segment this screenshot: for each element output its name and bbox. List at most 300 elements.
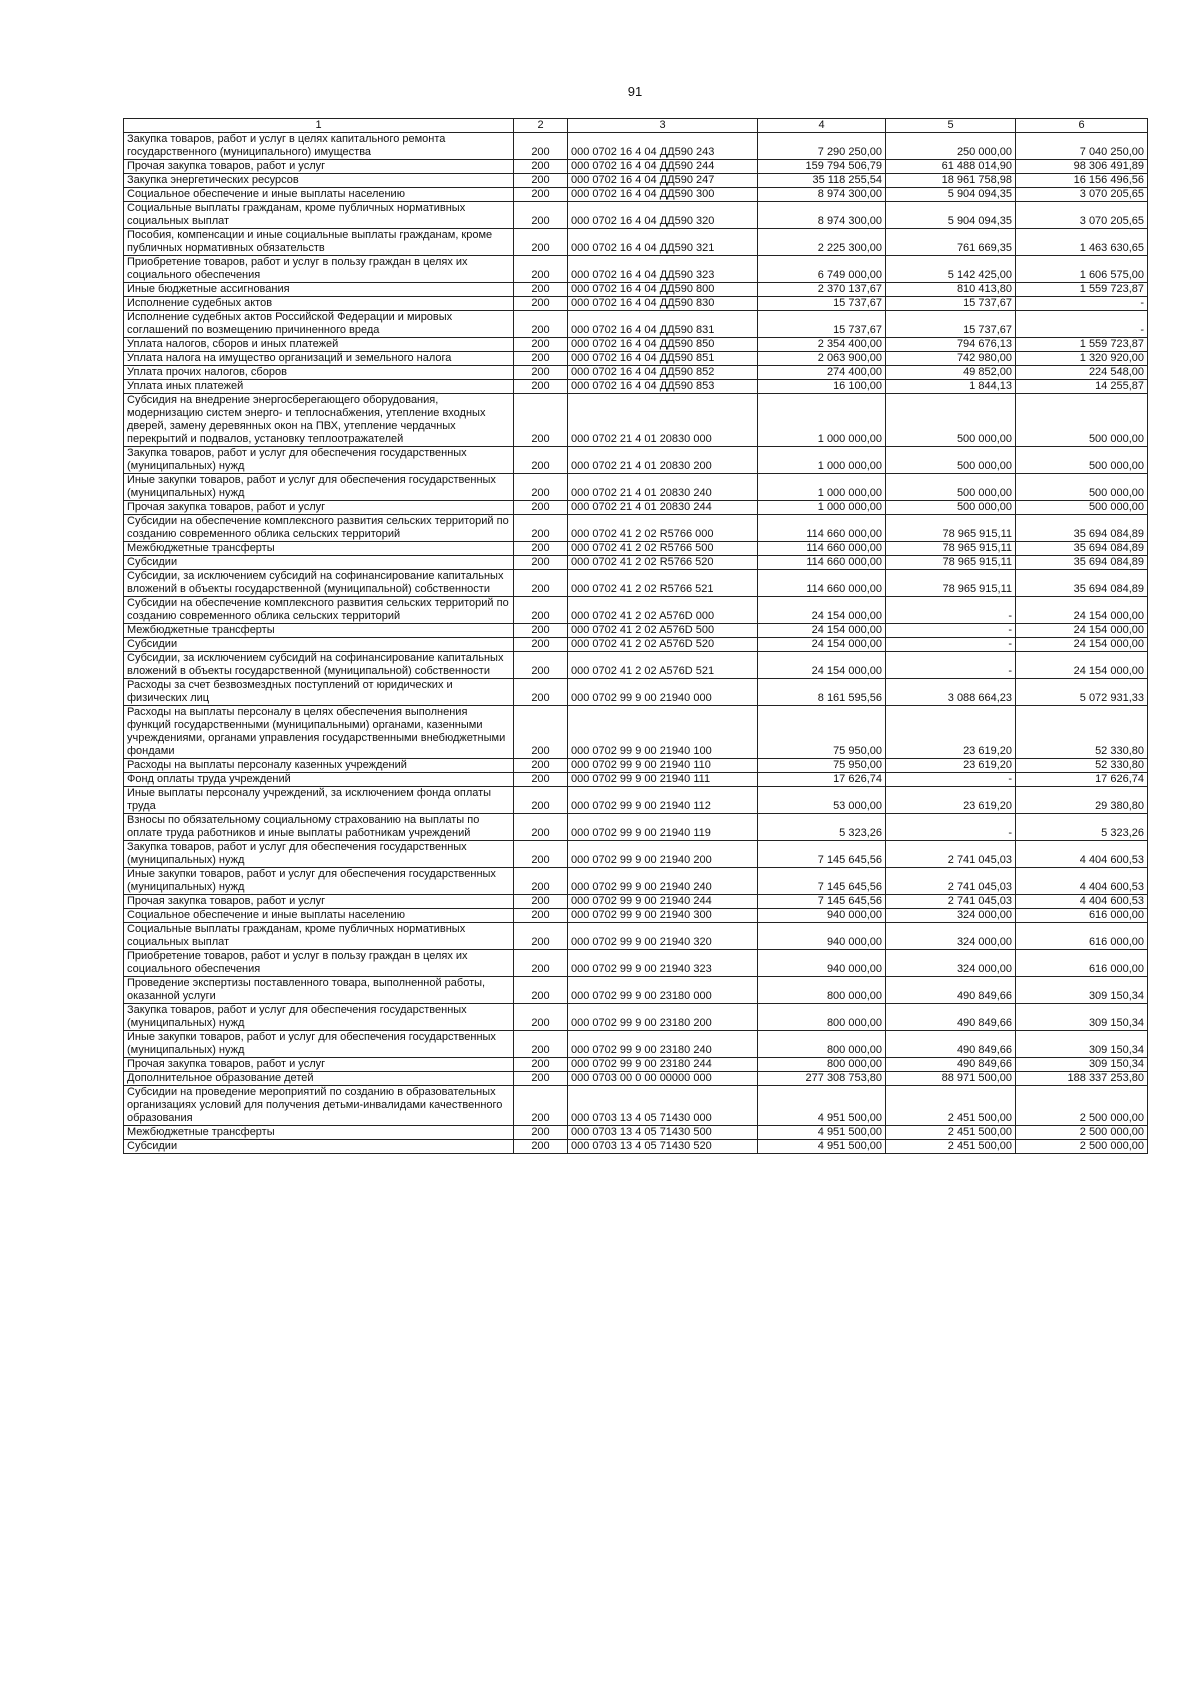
- row-budget-code-cell: 000 0702 99 9 00 21940 110: [568, 759, 758, 773]
- row-executed-amount-cell: 490 849,66: [886, 1004, 1016, 1031]
- row-name-cell: Субсидии на обеспечение комплексного развития сельских территорий по созданию современного облика сельских территорий: [124, 597, 514, 624]
- row-code-line-cell: 200: [514, 570, 568, 597]
- row-remaining-amount-cell: 224 548,00: [1016, 366, 1148, 380]
- row-executed-amount-cell: 490 849,66: [886, 1058, 1016, 1072]
- row-remaining-amount-cell: 24 154 000,00: [1016, 652, 1148, 679]
- row-code-line-cell: 200: [514, 202, 568, 229]
- table-row: [124, 311, 1148, 338]
- row-code-line-cell: 200: [514, 1140, 568, 1154]
- table-row: [124, 160, 1148, 174]
- row-code-line-cell: 200: [514, 311, 568, 338]
- row-executed-amount-cell: 1 844,13: [886, 380, 1016, 394]
- row-remaining-amount-cell: 98 306 491,89: [1016, 160, 1148, 174]
- column-number-row: [124, 119, 1148, 133]
- row-code-line-cell: 200: [514, 174, 568, 188]
- row-executed-amount-cell: 23 619,20: [886, 706, 1016, 759]
- row-budget-code-cell: 000 0702 16 4 04 ДД590 321: [568, 229, 758, 256]
- row-code-line-cell: 200: [514, 814, 568, 841]
- row-executed-amount-cell: 500 000,00: [886, 474, 1016, 501]
- row-code-line-cell: 200: [514, 556, 568, 570]
- table-row: [124, 868, 1148, 895]
- row-name-cell: Социальные выплаты гражданам, кроме публичных нормативных социальных выплат: [124, 202, 514, 229]
- row-budget-code-cell: 000 0702 41 2 02 A576D 000: [568, 597, 758, 624]
- table-row: [124, 773, 1148, 787]
- row-code-line-cell: 200: [514, 787, 568, 814]
- table-row: [124, 447, 1148, 474]
- table-header: [124, 119, 1148, 133]
- row-remaining-amount-cell: 309 150,34: [1016, 977, 1148, 1004]
- row-remaining-amount-cell: 500 000,00: [1016, 394, 1148, 447]
- row-budget-code-cell: 000 0702 99 9 00 21940 100: [568, 706, 758, 759]
- row-executed-amount-cell: -: [886, 773, 1016, 787]
- row-remaining-amount-cell: 500 000,00: [1016, 447, 1148, 474]
- row-budget-code-cell: 000 0702 41 2 02 R5766 520: [568, 556, 758, 570]
- row-approved-amount-cell: 8 974 300,00: [758, 188, 886, 202]
- row-approved-amount-cell: 6 749 000,00: [758, 256, 886, 283]
- row-executed-amount-cell: 2 451 500,00: [886, 1140, 1016, 1154]
- row-code-line-cell: 200: [514, 706, 568, 759]
- row-code-line-cell: 200: [514, 1031, 568, 1058]
- row-name-cell: Исполнение судебных актов: [124, 297, 514, 311]
- row-name-cell: Межбюджетные трансферты: [124, 624, 514, 638]
- row-remaining-amount-cell: 500 000,00: [1016, 501, 1148, 515]
- row-budget-code-cell: 000 0703 00 0 00 00000 000: [568, 1072, 758, 1086]
- row-approved-amount-cell: 2 370 137,67: [758, 283, 886, 297]
- row-budget-code-cell: 000 0702 41 2 02 A576D 521: [568, 652, 758, 679]
- row-executed-amount-cell: 5 142 425,00: [886, 256, 1016, 283]
- row-budget-code-cell: 000 0702 99 9 00 23180 244: [568, 1058, 758, 1072]
- row-code-line-cell: 200: [514, 895, 568, 909]
- row-name-cell: Уплата налогов, сборов и иных платежей: [124, 338, 514, 352]
- row-remaining-amount-cell: 4 404 600,53: [1016, 841, 1148, 868]
- row-approved-amount-cell: 2 225 300,00: [758, 229, 886, 256]
- row-code-line-cell: 200: [514, 338, 568, 352]
- row-executed-amount-cell: -: [886, 814, 1016, 841]
- table-row: [124, 366, 1148, 380]
- row-code-line-cell: 200: [514, 256, 568, 283]
- row-budget-code-cell: 000 0702 41 2 02 A576D 500: [568, 624, 758, 638]
- row-executed-amount-cell: 761 669,35: [886, 229, 1016, 256]
- row-budget-code-cell: 000 0702 99 9 00 23180 200: [568, 1004, 758, 1031]
- table-row: [124, 950, 1148, 977]
- row-code-line-cell: 200: [514, 977, 568, 1004]
- row-executed-amount-cell: 500 000,00: [886, 394, 1016, 447]
- row-code-line-cell: 200: [514, 679, 568, 706]
- row-code-line-cell: 200: [514, 909, 568, 923]
- row-code-line-cell: 200: [514, 597, 568, 624]
- row-approved-amount-cell: 940 000,00: [758, 909, 886, 923]
- row-name-cell: Иные закупки товаров, работ и услуг для обеспечения государственных (муниципальных) нужд: [124, 868, 514, 895]
- table-row: [124, 787, 1148, 814]
- row-code-line-cell: 200: [514, 160, 568, 174]
- row-remaining-amount-cell: -: [1016, 297, 1148, 311]
- row-name-cell: Социальное обеспечение и иные выплаты населению: [124, 909, 514, 923]
- row-name-cell: Расходы за счет безвозмездных поступлений от юридических и физических лиц: [124, 679, 514, 706]
- row-approved-amount-cell: 800 000,00: [758, 1004, 886, 1031]
- row-executed-amount-cell: 2 741 045,03: [886, 895, 1016, 909]
- row-remaining-amount-cell: 616 000,00: [1016, 923, 1148, 950]
- row-remaining-amount-cell: 17 626,74: [1016, 773, 1148, 787]
- table-row: [124, 474, 1148, 501]
- row-executed-amount-cell: -: [886, 624, 1016, 638]
- row-approved-amount-cell: 15 737,67: [758, 297, 886, 311]
- row-code-line-cell: 200: [514, 542, 568, 556]
- row-code-line-cell: 200: [514, 950, 568, 977]
- col-5-header: 5: [886, 119, 1016, 133]
- row-executed-amount-cell: 15 737,67: [886, 311, 1016, 338]
- row-budget-code-cell: 000 0702 99 9 00 21940 112: [568, 787, 758, 814]
- row-executed-amount-cell: 5 904 094,35: [886, 188, 1016, 202]
- row-budget-code-cell: 000 0702 41 2 02 R5766 000: [568, 515, 758, 542]
- table-row: [124, 297, 1148, 311]
- row-code-line-cell: 200: [514, 1086, 568, 1126]
- row-budget-code-cell: 000 0702 99 9 00 21940 244: [568, 895, 758, 909]
- row-name-cell: Субсидия на внедрение энергосберегающего оборудования, модернизацию систем энерго- и теплоснабжения, утепление входных дверей, замену деревянных окон на ПВХ, утепление чердачных перекрытий и подвалов, установку теплоотражателей: [124, 394, 514, 447]
- row-executed-amount-cell: 3 088 664,23: [886, 679, 1016, 706]
- table-row: [124, 1140, 1148, 1154]
- row-executed-amount-cell: 78 965 915,11: [886, 570, 1016, 597]
- row-executed-amount-cell: 324 000,00: [886, 909, 1016, 923]
- row-code-line-cell: 200: [514, 297, 568, 311]
- row-name-cell: Субсидии: [124, 1140, 514, 1154]
- row-executed-amount-cell: 250 000,00: [886, 133, 1016, 160]
- row-executed-amount-cell: 2 451 500,00: [886, 1086, 1016, 1126]
- table-row: [124, 895, 1148, 909]
- row-budget-code-cell: 000 0702 99 9 00 23180 000: [568, 977, 758, 1004]
- row-name-cell: Субсидии на проведение мероприятий по созданию в образовательных организациях условий для получения детьми-инвалидами качественного образования: [124, 1086, 514, 1126]
- row-executed-amount-cell: 15 737,67: [886, 297, 1016, 311]
- row-name-cell: Межбюджетные трансферты: [124, 542, 514, 556]
- row-code-line-cell: 200: [514, 923, 568, 950]
- row-name-cell: Закупка энергетических ресурсов: [124, 174, 514, 188]
- row-code-line-cell: 200: [514, 501, 568, 515]
- row-name-cell: Приобретение товаров, работ и услуг в пользу граждан в целях их социального обеспечения: [124, 256, 514, 283]
- row-executed-amount-cell: 2 741 045,03: [886, 841, 1016, 868]
- row-budget-code-cell: 000 0702 41 2 02 R5766 500: [568, 542, 758, 556]
- row-budget-code-cell: 000 0702 16 4 04 ДД590 831: [568, 311, 758, 338]
- row-executed-amount-cell: -: [886, 638, 1016, 652]
- row-executed-amount-cell: 490 849,66: [886, 1031, 1016, 1058]
- table-row: [124, 542, 1148, 556]
- row-approved-amount-cell: 8 161 595,56: [758, 679, 886, 706]
- row-approved-amount-cell: 2 063 900,00: [758, 352, 886, 366]
- row-code-line-cell: 200: [514, 188, 568, 202]
- table-row: [124, 133, 1148, 160]
- table-row: [124, 202, 1148, 229]
- row-name-cell: Расходы на выплаты персоналу в целях обеспечения выполнения функций государственными (муниципальными) органами, казенными учреждениями, органами управления государственными внебюджетными фондами: [124, 706, 514, 759]
- row-remaining-amount-cell: 5 323,26: [1016, 814, 1148, 841]
- row-code-line-cell: 200: [514, 1058, 568, 1072]
- col-1-header: 1: [124, 119, 514, 133]
- row-approved-amount-cell: 800 000,00: [758, 977, 886, 1004]
- row-approved-amount-cell: 75 950,00: [758, 706, 886, 759]
- row-budget-code-cell: 000 0702 41 2 02 A576D 520: [568, 638, 758, 652]
- row-budget-code-cell: 000 0702 16 4 04 ДД590 247: [568, 174, 758, 188]
- row-executed-amount-cell: 78 965 915,11: [886, 542, 1016, 556]
- row-remaining-amount-cell: 7 040 250,00: [1016, 133, 1148, 160]
- row-remaining-amount-cell: 616 000,00: [1016, 950, 1148, 977]
- row-remaining-amount-cell: 16 156 496,56: [1016, 174, 1148, 188]
- table-row: [124, 624, 1148, 638]
- table-row: [124, 380, 1148, 394]
- row-approved-amount-cell: 1 000 000,00: [758, 501, 886, 515]
- row-approved-amount-cell: 7 145 645,56: [758, 868, 886, 895]
- row-approved-amount-cell: 35 118 255,54: [758, 174, 886, 188]
- row-remaining-amount-cell: 500 000,00: [1016, 474, 1148, 501]
- row-approved-amount-cell: 2 354 400,00: [758, 338, 886, 352]
- row-remaining-amount-cell: 1 463 630,65: [1016, 229, 1148, 256]
- row-remaining-amount-cell: 1 559 723,87: [1016, 338, 1148, 352]
- col-3-header: 3: [568, 119, 758, 133]
- row-approved-amount-cell: 15 737,67: [758, 311, 886, 338]
- row-budget-code-cell: 000 0702 16 4 04 ДД590 243: [568, 133, 758, 160]
- row-remaining-amount-cell: 52 330,80: [1016, 706, 1148, 759]
- row-remaining-amount-cell: 2 500 000,00: [1016, 1140, 1148, 1154]
- row-remaining-amount-cell: 2 500 000,00: [1016, 1126, 1148, 1140]
- row-code-line-cell: 200: [514, 1126, 568, 1140]
- row-remaining-amount-cell: 35 694 084,89: [1016, 556, 1148, 570]
- row-budget-code-cell: 000 0702 99 9 00 21940 300: [568, 909, 758, 923]
- row-executed-amount-cell: 794 676,13: [886, 338, 1016, 352]
- row-executed-amount-cell: 810 413,80: [886, 283, 1016, 297]
- row-name-cell: Прочая закупка товаров, работ и услуг: [124, 895, 514, 909]
- row-budget-code-cell: 000 0703 13 4 05 71430 520: [568, 1140, 758, 1154]
- row-approved-amount-cell: 114 660 000,00: [758, 542, 886, 556]
- row-remaining-amount-cell: 35 694 084,89: [1016, 570, 1148, 597]
- row-name-cell: Иные закупки товаров, работ и услуг для обеспечения государственных (муниципальных) нужд: [124, 474, 514, 501]
- row-executed-amount-cell: -: [886, 652, 1016, 679]
- row-budget-code-cell: 000 0702 99 9 00 21940 111: [568, 773, 758, 787]
- row-approved-amount-cell: 1 000 000,00: [758, 394, 886, 447]
- row-name-cell: Иные закупки товаров, работ и услуг для обеспечения государственных (муниципальных) нужд: [124, 1031, 514, 1058]
- row-approved-amount-cell: 114 660 000,00: [758, 556, 886, 570]
- row-code-line-cell: 200: [514, 868, 568, 895]
- row-code-line-cell: 200: [514, 638, 568, 652]
- row-name-cell: Субсидии: [124, 556, 514, 570]
- row-executed-amount-cell: 2 741 045,03: [886, 868, 1016, 895]
- table-row: [124, 1031, 1148, 1058]
- row-name-cell: Субсидии, за исключением субсидий на софинансирование капитальных вложений в объекты государственной (муниципальной) собственности: [124, 570, 514, 597]
- table-row: [124, 923, 1148, 950]
- row-name-cell: Социальные выплаты гражданам, кроме публичных нормативных социальных выплат: [124, 923, 514, 950]
- row-remaining-amount-cell: 616 000,00: [1016, 909, 1148, 923]
- row-budget-code-cell: 000 0702 16 4 04 ДД590 800: [568, 283, 758, 297]
- row-name-cell: Социальное обеспечение и иные выплаты населению: [124, 188, 514, 202]
- row-code-line-cell: 200: [514, 515, 568, 542]
- row-name-cell: Уплата иных платежей: [124, 380, 514, 394]
- row-remaining-amount-cell: 4 404 600,53: [1016, 895, 1148, 909]
- col-2-header: 2: [514, 119, 568, 133]
- row-executed-amount-cell: 61 488 014,90: [886, 160, 1016, 174]
- row-executed-amount-cell: 78 965 915,11: [886, 515, 1016, 542]
- row-name-cell: Пособия, компенсации и иные социальные выплаты гражданам, кроме публичных нормативных обязательств: [124, 229, 514, 256]
- row-remaining-amount-cell: 29 380,80: [1016, 787, 1148, 814]
- row-code-line-cell: 200: [514, 229, 568, 256]
- row-budget-code-cell: 000 0702 21 4 01 20830 200: [568, 447, 758, 474]
- row-budget-code-cell: 000 0702 16 4 04 ДД590 852: [568, 366, 758, 380]
- row-budget-code-cell: 000 0702 16 4 04 ДД590 830: [568, 297, 758, 311]
- row-budget-code-cell: 000 0702 16 4 04 ДД590 244: [568, 160, 758, 174]
- row-name-cell: Субсидии на обеспечение комплексного развития сельских территорий по созданию современного облика сельских территорий: [124, 515, 514, 542]
- row-code-line-cell: 200: [514, 1004, 568, 1031]
- row-name-cell: Дополнительное образование детей: [124, 1072, 514, 1086]
- row-budget-code-cell: 000 0702 99 9 00 21940 323: [568, 950, 758, 977]
- table-row: [124, 706, 1148, 759]
- row-remaining-amount-cell: 1 606 575,00: [1016, 256, 1148, 283]
- table-row: [124, 501, 1148, 515]
- row-budget-code-cell: 000 0702 21 4 01 20830 244: [568, 501, 758, 515]
- row-executed-amount-cell: 18 961 758,98: [886, 174, 1016, 188]
- row-approved-amount-cell: 53 000,00: [758, 787, 886, 814]
- row-budget-code-cell: 000 0702 16 4 04 ДД590 320: [568, 202, 758, 229]
- table-row: [124, 841, 1148, 868]
- row-approved-amount-cell: 7 145 645,56: [758, 895, 886, 909]
- table-row: [124, 570, 1148, 597]
- row-approved-amount-cell: 5 323,26: [758, 814, 886, 841]
- row-executed-amount-cell: 23 619,20: [886, 787, 1016, 814]
- table-row: [124, 352, 1148, 366]
- row-executed-amount-cell: 490 849,66: [886, 977, 1016, 1004]
- table-row: [124, 1004, 1148, 1031]
- row-remaining-amount-cell: 1 320 920,00: [1016, 352, 1148, 366]
- row-remaining-amount-cell: 52 330,80: [1016, 759, 1148, 773]
- row-remaining-amount-cell: 2 500 000,00: [1016, 1086, 1148, 1126]
- row-name-cell: Приобретение товаров, работ и услуг в пользу граждан в целях их социального обеспечения: [124, 950, 514, 977]
- expenditure-table: [123, 118, 1148, 1154]
- row-budget-code-cell: 000 0702 41 2 02 R5766 521: [568, 570, 758, 597]
- table-row: [124, 638, 1148, 652]
- table-row: [124, 1126, 1148, 1140]
- row-name-cell: Иные бюджетные ассигнования: [124, 283, 514, 297]
- row-approved-amount-cell: 7 145 645,56: [758, 841, 886, 868]
- row-executed-amount-cell: 88 971 500,00: [886, 1072, 1016, 1086]
- row-name-cell: Закупка товаров, работ и услуг для обеспечения государственных (муниципальных) нужд: [124, 1004, 514, 1031]
- table-row: [124, 188, 1148, 202]
- row-remaining-amount-cell: 24 154 000,00: [1016, 638, 1148, 652]
- row-budget-code-cell: 000 0702 16 4 04 ДД590 853: [568, 380, 758, 394]
- row-approved-amount-cell: 17 626,74: [758, 773, 886, 787]
- row-approved-amount-cell: 24 154 000,00: [758, 652, 886, 679]
- table-row: [124, 338, 1148, 352]
- row-approved-amount-cell: 274 400,00: [758, 366, 886, 380]
- row-approved-amount-cell: 114 660 000,00: [758, 570, 886, 597]
- row-budget-code-cell: 000 0702 16 4 04 ДД590 323: [568, 256, 758, 283]
- table-row: [124, 597, 1148, 624]
- table-row: [124, 652, 1148, 679]
- row-approved-amount-cell: 8 974 300,00: [758, 202, 886, 229]
- row-budget-code-cell: 000 0702 99 9 00 21940 200: [568, 841, 758, 868]
- row-approved-amount-cell: 1 000 000,00: [758, 447, 886, 474]
- row-budget-code-cell: 000 0702 16 4 04 ДД590 300: [568, 188, 758, 202]
- row-remaining-amount-cell: 24 154 000,00: [1016, 597, 1148, 624]
- row-code-line-cell: 200: [514, 380, 568, 394]
- row-name-cell: Прочая закупка товаров, работ и услуг: [124, 501, 514, 515]
- table-row: [124, 515, 1148, 542]
- row-code-line-cell: 200: [514, 447, 568, 474]
- table-row: [124, 174, 1148, 188]
- row-name-cell: Иные выплаты персоналу учреждений, за исключением фонда оплаты труда: [124, 787, 514, 814]
- row-name-cell: Фонд оплаты труда учреждений: [124, 773, 514, 787]
- row-approved-amount-cell: 277 308 753,80: [758, 1072, 886, 1086]
- row-name-cell: Исполнение судебных актов Российской Федерации и мировых соглашений по возмещению причиненного вреда: [124, 311, 514, 338]
- row-remaining-amount-cell: 309 150,34: [1016, 1031, 1148, 1058]
- row-approved-amount-cell: 1 000 000,00: [758, 474, 886, 501]
- row-code-line-cell: 200: [514, 624, 568, 638]
- row-executed-amount-cell: 49 852,00: [886, 366, 1016, 380]
- row-code-line-cell: 200: [514, 474, 568, 501]
- table-row: [124, 394, 1148, 447]
- row-budget-code-cell: 000 0703 13 4 05 71430 500: [568, 1126, 758, 1140]
- row-code-line-cell: 200: [514, 652, 568, 679]
- row-budget-code-cell: 000 0702 16 4 04 ДД590 850: [568, 338, 758, 352]
- row-approved-amount-cell: 940 000,00: [758, 950, 886, 977]
- row-budget-code-cell: 000 0702 21 4 01 20830 000: [568, 394, 758, 447]
- table-row: [124, 679, 1148, 706]
- table-row: [124, 229, 1148, 256]
- row-remaining-amount-cell: 3 070 205,65: [1016, 202, 1148, 229]
- table-row: [124, 256, 1148, 283]
- row-name-cell: Прочая закупка товаров, работ и услуг: [124, 1058, 514, 1072]
- row-code-line-cell: 200: [514, 394, 568, 447]
- row-remaining-amount-cell: -: [1016, 311, 1148, 338]
- page-number: 91: [627, 84, 643, 99]
- row-name-cell: Закупка товаров, работ и услуг для обеспечения государственных (муниципальных) нужд: [124, 447, 514, 474]
- row-code-line-cell: 200: [514, 352, 568, 366]
- row-code-line-cell: 200: [514, 773, 568, 787]
- row-remaining-amount-cell: 14 255,87: [1016, 380, 1148, 394]
- row-name-cell: Субсидии, за исключением субсидий на софинансирование капитальных вложений в объекты государственной (муниципальной) собственности: [124, 652, 514, 679]
- row-executed-amount-cell: 324 000,00: [886, 923, 1016, 950]
- row-approved-amount-cell: 940 000,00: [758, 923, 886, 950]
- col-6-header: 6: [1016, 119, 1148, 133]
- row-budget-code-cell: 000 0702 99 9 00 21940 320: [568, 923, 758, 950]
- row-approved-amount-cell: 7 290 250,00: [758, 133, 886, 160]
- row-approved-amount-cell: 16 100,00: [758, 380, 886, 394]
- row-name-cell: Межбюджетные трансферты: [124, 1126, 514, 1140]
- row-approved-amount-cell: 800 000,00: [758, 1031, 886, 1058]
- row-approved-amount-cell: 800 000,00: [758, 1058, 886, 1072]
- table-row: [124, 814, 1148, 841]
- row-name-cell: Расходы на выплаты персоналу казенных учреждений: [124, 759, 514, 773]
- row-name-cell: Субсидии: [124, 638, 514, 652]
- row-remaining-amount-cell: 309 150,34: [1016, 1058, 1148, 1072]
- row-executed-amount-cell: 2 451 500,00: [886, 1126, 1016, 1140]
- row-approved-amount-cell: 4 951 500,00: [758, 1126, 886, 1140]
- row-code-line-cell: 200: [514, 1072, 568, 1086]
- row-executed-amount-cell: 324 000,00: [886, 950, 1016, 977]
- row-executed-amount-cell: 78 965 915,11: [886, 556, 1016, 570]
- row-approved-amount-cell: 4 951 500,00: [758, 1140, 886, 1154]
- row-name-cell: Закупка товаров, работ и услуг для обеспечения государственных (муниципальных) нужд: [124, 841, 514, 868]
- row-code-line-cell: 200: [514, 133, 568, 160]
- row-remaining-amount-cell: 35 694 084,89: [1016, 542, 1148, 556]
- table-row: [124, 1058, 1148, 1072]
- row-budget-code-cell: 000 0702 16 4 04 ДД590 851: [568, 352, 758, 366]
- row-executed-amount-cell: 23 619,20: [886, 759, 1016, 773]
- row-name-cell: Проведение экспертизы поставленного товара, выполненной работы, оказанной услуги: [124, 977, 514, 1004]
- row-budget-code-cell: 000 0702 99 9 00 23180 240: [568, 1031, 758, 1058]
- row-approved-amount-cell: 24 154 000,00: [758, 624, 886, 638]
- table-row: [124, 556, 1148, 570]
- row-approved-amount-cell: 114 660 000,00: [758, 515, 886, 542]
- row-executed-amount-cell: 5 904 094,35: [886, 202, 1016, 229]
- row-budget-code-cell: 000 0702 99 9 00 21940 000: [568, 679, 758, 706]
- row-code-line-cell: 200: [514, 366, 568, 380]
- row-remaining-amount-cell: 35 694 084,89: [1016, 515, 1148, 542]
- row-code-line-cell: 200: [514, 283, 568, 297]
- row-approved-amount-cell: 24 154 000,00: [758, 597, 886, 624]
- row-remaining-amount-cell: 5 072 931,33: [1016, 679, 1148, 706]
